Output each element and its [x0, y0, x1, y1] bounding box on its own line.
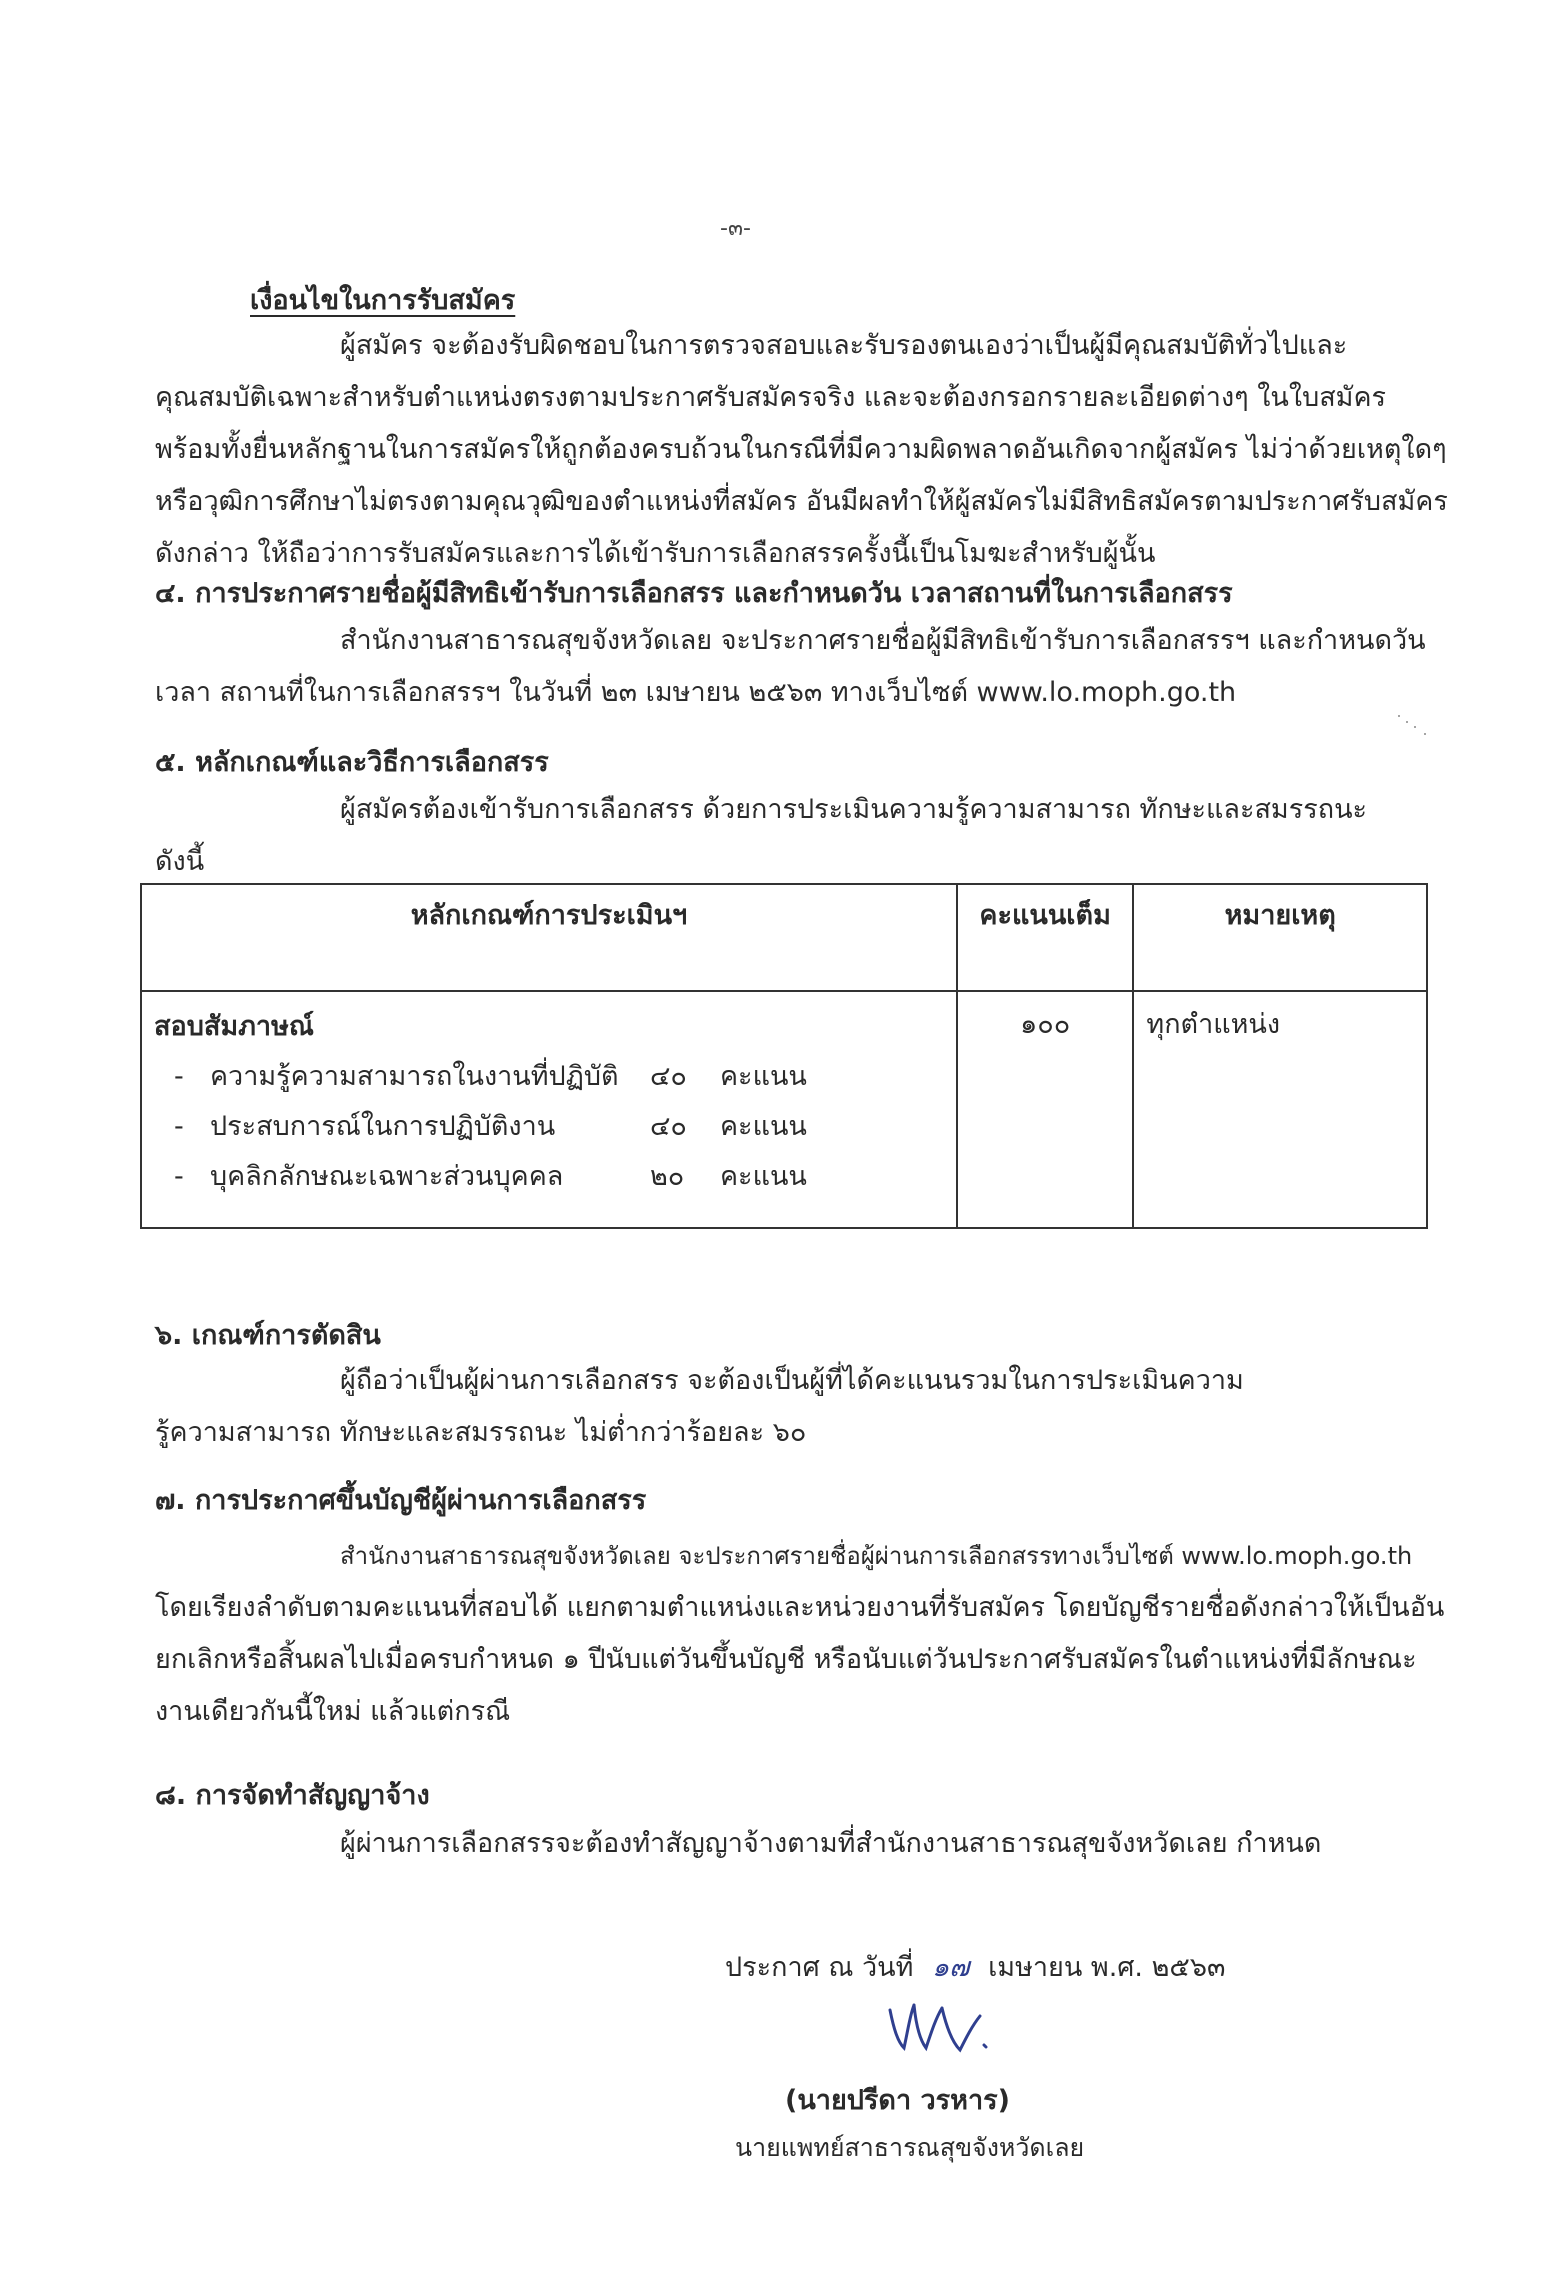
remark-cell: ทุกตำแหน่ง	[1133, 991, 1427, 1228]
criteria-row	[141, 991, 1427, 1228]
remark-header: หมายเหตุ	[1133, 884, 1427, 991]
conditions-line: ผู้สมัคร จะต้องรับผิดชอบในการตรวจสอบและรับรองตนเองว่าเป็นผู้มีคุณสมบัติทั่วไปและ	[340, 330, 1348, 361]
section7-heading: ๗. การประกาศขึ้นบัญชีผู้ผ่านการเลือกสรร	[155, 1485, 647, 1516]
page-number: -๓-	[720, 216, 751, 241]
section8-line: ผู้ผ่านการเลือกสรรจะต้องทำสัญญาจ้างตามที่สำนักงานสาธารณสุขจังหวัดเลย กำหนด	[340, 1828, 1322, 1859]
section7-line: งานเดียวกันนี้ใหม่ แล้วแต่กรณี	[155, 1696, 511, 1727]
section7-line: สำนักงานสาธารณสุขจังหวัดเลย จะประกาศรายชื่อผู้ผ่านการเลือกสรรทางเว็บไซต์ www.lo.moph.go.th	[340, 1542, 1413, 1570]
item-dash: -	[174, 1111, 184, 1142]
section8-paragraph	[155, 1818, 1321, 1870]
section6-line: รู้ความสามารถ ทักษะและสมรรถนะ ไม่ต่ำกว่าร้อยละ ๖๐	[155, 1417, 807, 1448]
criteria-item	[154, 1052, 944, 1102]
section5-heading: ๕. หลักเกณฑ์และวิธีการเลือกสรร	[155, 747, 549, 778]
section6-heading: ๖. เกณฑ์การตัดสิน	[155, 1320, 381, 1351]
conditions-line: พร้อมทั้งยื่นหลักฐานในการสมัครให้ถูกต้องครบถ้วนในกรณีที่มีความผิดพลาดอันเกิดจากผู้สมัคร ไม่ว่าด้วยเหตุใดๆ	[155, 434, 1447, 465]
announcement-prefix: ประกาศ ณ วันที่	[725, 1952, 914, 1983]
section4-line: เวลา สถานที่ในการเลือกสรรฯ ในวันที่ ๒๓ เมษายน ๒๕๖๓ ทางเว็บไซต์ www.lo.moph.go.th	[155, 677, 1237, 708]
item-dash: -	[174, 1161, 184, 1192]
handwritten-signature	[880, 1990, 1000, 2060]
scan-noise	[1395, 712, 1435, 742]
section7-paragraph	[155, 1530, 1444, 1738]
item-label: บุคลิกลักษณะเฉพาะส่วนบุคคล	[210, 1161, 564, 1192]
section7-line: ยกเลิกหรือสิ้นผลไปเมื่อครบกำหนด ๑ ปีนับแต่วันขึ้นบัญชี หรือนับแต่วันประกาศรับสมัครในตำแหน่งที่มีลักษณะ	[155, 1644, 1417, 1675]
signer-name: (นายปรีดา วรหาร)	[785, 2085, 1010, 2116]
conditions-heading: เงื่อนไขในการรับสมัคร	[250, 285, 516, 316]
criteria-header-row	[141, 884, 1427, 991]
criteria-item	[154, 1102, 944, 1152]
section7-line: โดยเรียงลำดับตามคะแนนที่สอบได้ แยกตามตำแหน่งและหน่วยงานที่รับสมัคร โดยบัญชีรายชื่อดังกล่าวให้เป็นอัน	[155, 1592, 1445, 1623]
full-score-header: คะแนนเต็ม	[957, 884, 1133, 991]
signer-position: นายแพทย์สาธารณสุขจังหวัดเลย	[735, 2133, 1085, 2162]
row-title: สอบสัมภาษณ์	[154, 1011, 314, 1042]
item-unit: คะแนน	[720, 1061, 807, 1092]
conditions-line: คุณสมบัติเฉพาะสำหรับตำแหน่งตรงตามประกาศรับสมัครจริง และจะต้องกรอกรายละเอียดต่างๆ ในใบสมัคร	[155, 382, 1387, 413]
announcement-date	[725, 1942, 1225, 1994]
criteria-header: หลักเกณฑ์การประเมินฯ	[141, 884, 957, 991]
item-label: ความรู้ความสามารถในงานที่ปฏิบัติ	[210, 1061, 619, 1092]
criteria-table	[140, 883, 1428, 1229]
section6-paragraph	[155, 1355, 1244, 1459]
conditions-line: หรือวุฒิการศึกษาไม่ตรงตามคุณวุฒิของตำแหน่งที่สมัคร อันมีผลทำให้ผู้สมัครไม่มีสิทธิสมัครตามประกาศรับสมัคร	[155, 486, 1448, 517]
item-points: ๔๐	[650, 1111, 687, 1142]
announcement-day-handwritten: ๑๗	[932, 1952, 970, 1983]
full-score-cell: ๑๐๐	[957, 991, 1133, 1228]
section5-line: ดังนี้	[155, 846, 205, 877]
conditions-line: ดังกล่าว ให้ถือว่าการรับสมัครและการได้เข้ารับการเลือกสรรครั้งนี้เป็นโมฆะสำหรับผู้นั้น	[155, 538, 1156, 569]
section4-line: สำนักงานสาธารณสุขจังหวัดเลย จะประกาศรายชื่อผู้มีสิทธิเข้ารับการเลือกสรรฯ และกำหนดวัน	[340, 625, 1426, 656]
section5-line: ผู้สมัครต้องเข้ารับการเลือกสรร ด้วยการประเมินความรู้ความสามารถ ทักษะและสมรรถนะ	[340, 794, 1368, 825]
section4-heading: ๔. การประกาศรายชื่อผู้มีสิทธิเข้ารับการเลือกสรร และกำหนดวัน เวลาสถานที่ในการเลือกสรร	[155, 578, 1233, 609]
item-points: ๔๐	[650, 1061, 687, 1092]
item-unit: คะแนน	[720, 1161, 807, 1192]
conditions-paragraph	[155, 320, 1448, 580]
item-unit: คะแนน	[720, 1111, 807, 1142]
item-points: ๒๐	[650, 1161, 685, 1192]
section6-line: ผู้ถือว่าเป็นผู้ผ่านการเลือกสรร จะต้องเป็นผู้ที่ได้คะแนนรวมในการประเมินความ	[340, 1365, 1244, 1396]
item-label: ประสบการณ์ในการปฏิบัติงาน	[210, 1111, 556, 1142]
announcement-suffix: เมษายน พ.ศ. ๒๕๖๓	[988, 1952, 1226, 1983]
criteria-item	[154, 1152, 944, 1202]
item-dash: -	[174, 1061, 184, 1092]
section4-paragraph	[155, 615, 1426, 719]
criteria-cell	[141, 991, 957, 1228]
section8-heading: ๘. การจัดทำสัญญาจ้าง	[155, 1780, 430, 1811]
section5-paragraph	[155, 784, 1367, 888]
